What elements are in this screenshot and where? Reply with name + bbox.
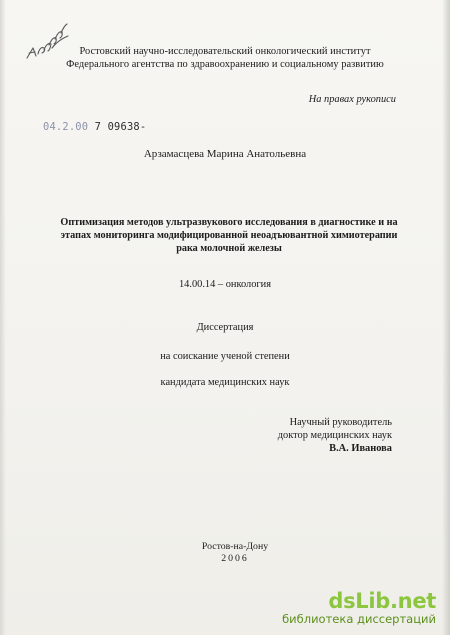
author-name: Арзамасцева Марина Анатольевна <box>143 148 307 160</box>
rights-note: На правах рукописи <box>308 94 396 105</box>
thesis-title-line-3: рака молочной железы <box>176 243 282 254</box>
supervisor-role: Научный руководитель <box>289 417 392 428</box>
watermark <box>282 590 436 626</box>
archive-stamp <box>43 121 146 133</box>
degree-purpose: на соискание ученой степени <box>160 351 290 362</box>
degree-name: кандидата медицинских наук <box>160 377 290 388</box>
institute-name: Ростовский научно-исследовательский онкологический институт <box>79 46 371 57</box>
scan-edge-right <box>442 0 450 635</box>
watermark-subtitle: библиотека диссертаций <box>282 612 436 626</box>
year: 2006 <box>221 553 249 564</box>
scan-edge-left <box>0 0 6 635</box>
stamp-number: 7 09638 <box>94 121 140 133</box>
supervisor-name: В.А. Иванова <box>329 443 392 454</box>
specialty-code: 14.00.14 – онкология <box>178 279 272 290</box>
thesis-title-line-1: Оптимизация методов ультразвукового исследования в диагностике и на <box>60 217 398 228</box>
stamp-suffix: - <box>139 121 147 133</box>
watermark-logo: dsLib.net <box>328 589 436 613</box>
supervisor-degree: доктор медицинских наук <box>277 430 392 441</box>
institute-agency: Федерального агентства по здравоохранению и социальному развитию <box>66 59 384 70</box>
city: Ростов-на-Дону <box>201 541 269 552</box>
stamp-prefix: 04.2.00 <box>43 121 89 133</box>
work-type: Диссертация <box>196 322 254 333</box>
thesis-title-line-2: этапах мониторинга модифицированной неоадъювантной химиотерапии <box>60 230 398 241</box>
